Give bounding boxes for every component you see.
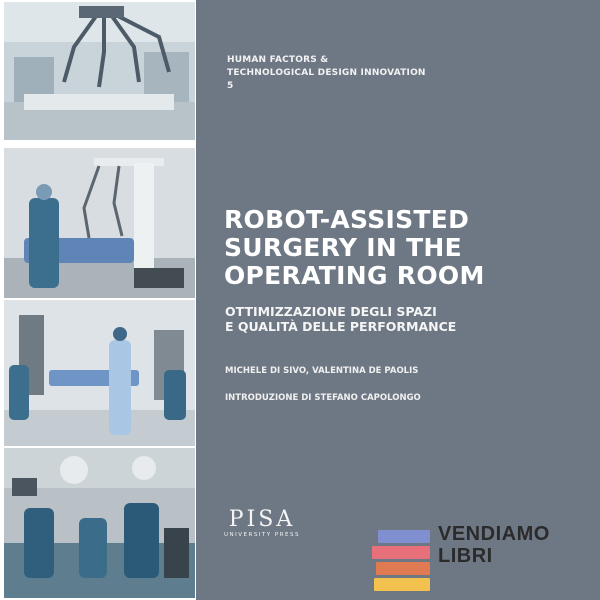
title-line-3: OPERATING ROOM	[224, 261, 485, 290]
watermark-logo	[372, 520, 600, 600]
publisher-name: PISA	[228, 507, 296, 532]
cover-photo-operating-room	[4, 448, 195, 598]
book-subtitle	[225, 304, 456, 334]
watermark-text	[438, 523, 550, 567]
series-title	[227, 54, 426, 93]
watermark-stripe-3	[376, 562, 430, 575]
book-title	[224, 206, 485, 290]
subtitle-line-1: OTTIMIZZAZIONE DEGLI SPAZI	[225, 304, 437, 319]
publisher-line: UNIVERSITY PRESS	[224, 532, 300, 538]
cover-photo-surgeon-console	[4, 148, 195, 298]
book-authors: MICHELE DI SIVO, VALENTINA DE PAOLIS	[225, 366, 419, 376]
title-line-2: SURGERY IN THE	[224, 233, 463, 262]
watermark-stripe-1	[378, 530, 430, 543]
watermark-stripe-4	[374, 578, 430, 591]
cover-photo-robot-arms	[4, 2, 195, 140]
series-line-1: HUMAN FACTORS &	[227, 55, 329, 65]
watermark-line-1: VENDIAMO	[438, 523, 550, 545]
subtitle-line-2: E QUALITÀ DELLE PERFORMANCE	[225, 319, 457, 334]
book-introduction: INTRODUZIONE DI STEFANO CAPOLONGO	[225, 393, 421, 403]
title-line-1: ROBOT-ASSISTED	[224, 205, 470, 234]
publisher-logo	[224, 508, 300, 539]
series-line-2: TECHNOLOGICAL DESIGN INNOVATION	[227, 68, 426, 78]
series-number: 5	[227, 81, 234, 91]
cover-photo-operating-team	[4, 300, 195, 446]
watermark-line-2: LIBRI	[438, 545, 493, 567]
watermark-stripe-2	[372, 546, 430, 559]
cover-info-panel	[196, 0, 600, 600]
